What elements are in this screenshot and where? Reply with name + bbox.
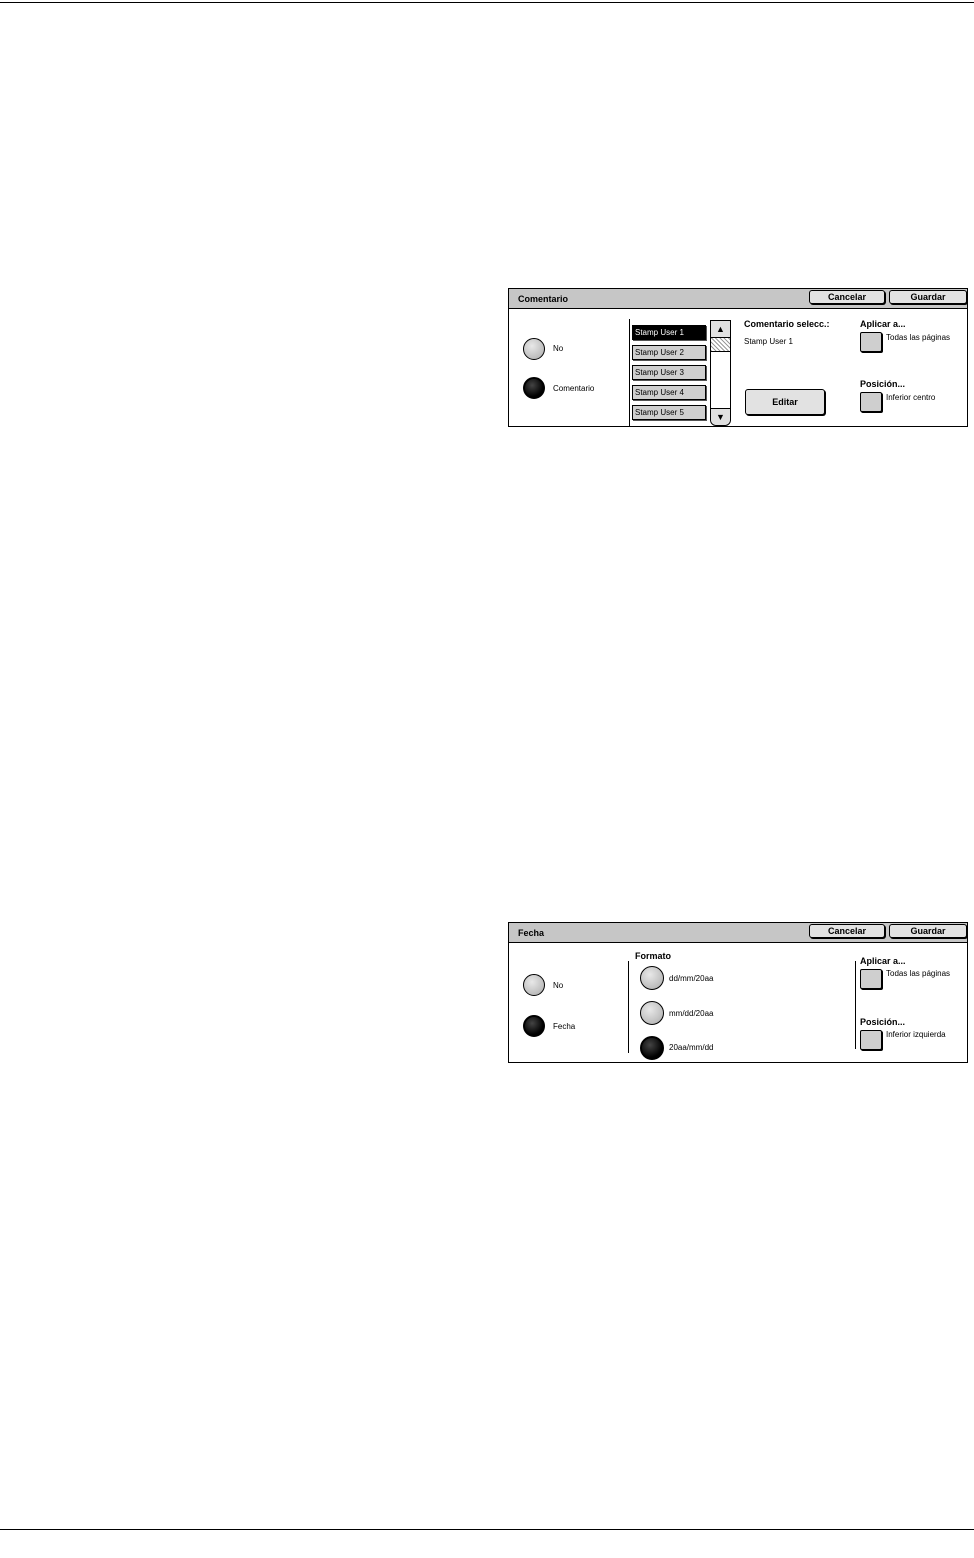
stamp-list-item[interactable]: Stamp User 1	[632, 325, 706, 340]
selected-comment-heading: Comentario selecc.:	[744, 319, 830, 329]
comment-radio-comment-label: Comentario	[553, 384, 595, 393]
date-position-button[interactable]	[860, 1030, 882, 1050]
selected-comment-value: Stamp User 1	[744, 337, 793, 346]
date-panel	[508, 922, 968, 1063]
format-radio[interactable]	[640, 1001, 664, 1025]
date-position-value: Inferior izquierda	[886, 1030, 946, 1039]
date-radio-date-label: Fecha	[553, 1022, 576, 1031]
format-radio[interactable]	[640, 1036, 664, 1060]
edit-button[interactable]: Editar	[745, 389, 825, 415]
date-titlebar	[509, 923, 967, 943]
comment-radio-no[interactable]	[523, 338, 545, 360]
stamp-list-item[interactable]: Stamp User 3	[632, 365, 706, 380]
stamp-list-item[interactable]: Stamp User 5	[632, 405, 706, 420]
date-apply-heading: Aplicar a...	[860, 956, 906, 966]
comment-position-heading: Posición...	[860, 379, 906, 389]
format-heading: Formato	[635, 951, 671, 961]
comment-apply-value: Todas las páginas	[886, 333, 951, 342]
format-radio[interactable]	[640, 966, 664, 990]
date-apply-value: Todas las páginas	[886, 969, 951, 978]
format-radio-label: dd/mm/20aa	[669, 974, 714, 983]
comment-titlebar	[509, 289, 967, 309]
comment-position-value: Inferior centro	[886, 393, 936, 402]
stamp-list-item[interactable]: Stamp User 4	[632, 385, 706, 400]
date-apply-button[interactable]	[860, 969, 882, 989]
page-top-rule	[0, 2, 974, 3]
date-radio-date[interactable]	[523, 1015, 545, 1037]
comment-panel	[508, 288, 968, 427]
stamp-list-item[interactable]: Stamp User 2	[632, 345, 706, 360]
options-group-line	[855, 961, 856, 1049]
scroll-down-icon[interactable]: ▼	[711, 408, 730, 425]
date-position-heading: Posición...	[860, 1017, 906, 1027]
comment-save-button[interactable]: Guardar	[889, 290, 967, 304]
comment-apply-heading: Aplicar a...	[860, 319, 906, 329]
comment-cancel-button[interactable]: Cancelar	[809, 290, 885, 304]
format-radio-label: mm/dd/20aa	[669, 1009, 714, 1018]
date-radio-no-label: No	[553, 981, 564, 990]
stamp-list-scrollbar[interactable]	[710, 320, 731, 426]
scroll-up-icon[interactable]: ▲	[711, 321, 730, 338]
format-radio-label: 20aa/mm/dd	[669, 1043, 714, 1052]
page-bottom-rule	[0, 1529, 974, 1530]
date-panel-title: Fecha	[518, 928, 545, 938]
comment-radio-no-label: No	[553, 344, 564, 353]
comment-position-button[interactable]	[860, 392, 882, 412]
comment-panel-title: Comentario	[518, 294, 569, 304]
date-cancel-button[interactable]: Cancelar	[809, 924, 885, 938]
date-radio-no[interactable]	[523, 974, 545, 996]
format-group-line	[628, 961, 629, 1053]
comment-apply-button[interactable]	[860, 332, 882, 352]
scroll-thumb[interactable]	[711, 338, 730, 352]
comment-radio-comment[interactable]	[523, 377, 545, 399]
date-save-button[interactable]: Guardar	[889, 924, 967, 938]
